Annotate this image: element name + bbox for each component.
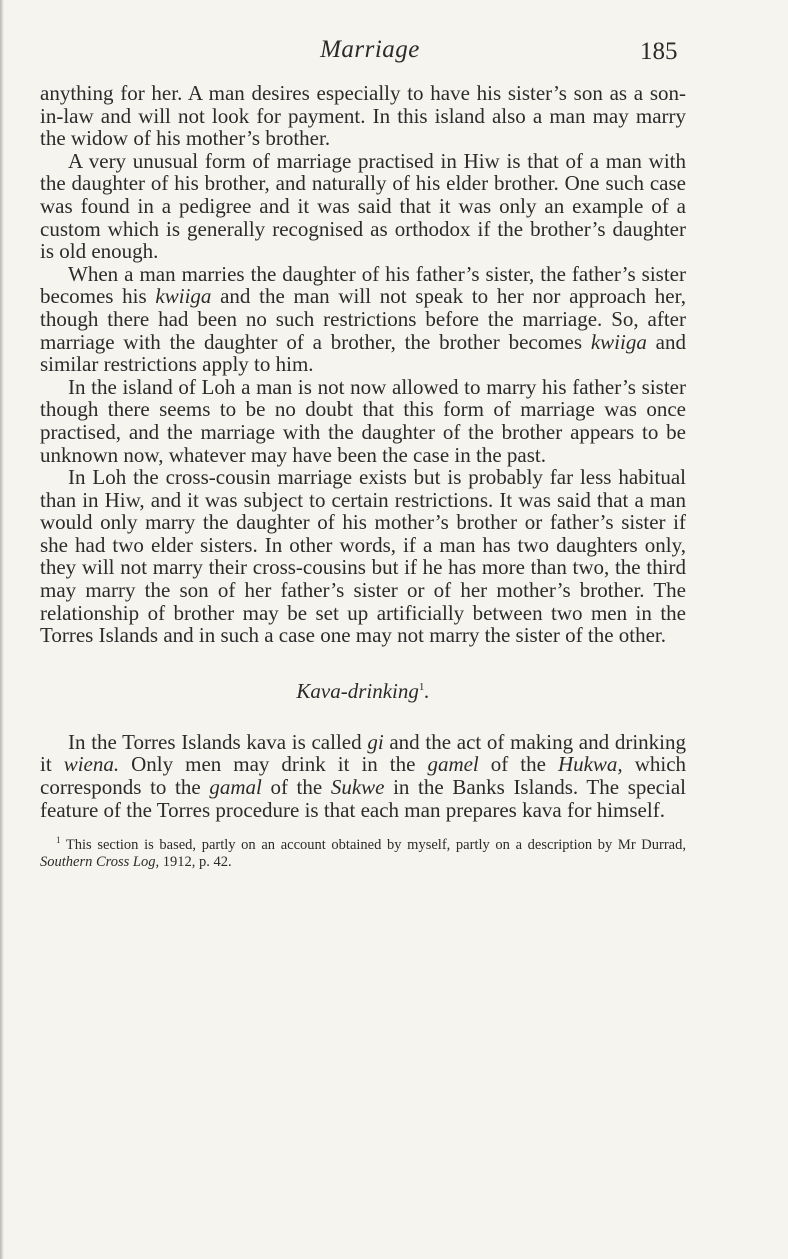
paragraph-text: which corresponds to the [40,752,687,800]
section-title-period: . [424,678,430,703]
paragraph-text: of the [478,752,558,777]
footnote [40,832,686,871]
running-title: Marriage [320,36,420,63]
paragraph-text: Only men may drink it in the [119,752,428,777]
term-gamel: gamel [427,752,479,777]
term-kwiiga: kwiiga [155,284,212,309]
paragraph-6 [40,731,686,821]
paragraph-text: anything for her. A man desires especially to have his sister’s son as a son-in-law and will not look for payment. In this island also a man may marry the widow of his mother’s brother. [40,81,686,151]
page-edge-shadow [0,0,4,1259]
body-text [40,82,686,871]
section-title: Kava-drinking [296,678,419,703]
paragraph-text: In Loh the cross-cousin marriage exists but is probably far less habitual than in Hiw, and it was subject to certain restrictions. It was said that a man would only marry the daughter of his mother’s brother or father’s sister if she had two elder sisters. In other words, if a man has two daughters only, they will not marry their cross-cousins but if he has more than two, the third may marry the son of her father’s sister or of her mother’s brother. The relationship of brother may be set up artificially between two men in the Torres Islands and in such a case one may not marry the sister of the other. [40,465,686,648]
paragraph-3 [40,263,686,376]
footnote-reference: 1 [418,680,425,693]
paragraph-4 [40,376,686,466]
term-kwiiga: kwiiga [590,329,647,354]
term-hukwa: Hukwa, [557,752,623,777]
paragraph-2 [40,150,686,263]
paragraph-text: and similar restrictions apply to him. [40,329,686,377]
paragraph-text: A very unusual form of marriage practised in Hiw is that of a man with the daughter of his brother, and naturally of his elder brother. One such case was found in a pedigree and it was said that it was only an example of a custom which is generally recognised as orthodox if the brother’s daughter is old enough. [40,148,686,264]
section-heading [40,676,686,702]
term-wiena: wiena. [63,752,120,777]
footnote-text: This section is based, partly on an account obtained by myself, partly on a description by Mr Durrad, [60,837,686,854]
paragraph-text: When a man marries the daughter of his father’s sister, the father’s sister becomes his [40,261,686,309]
paragraph-text: and the man will not speak to her nor approach her, though there had been no such restrictions before the marriage. So, after marriage with the daughter of a brother, the brother becomes [40,284,686,354]
paragraph-text: and the act of making and drinking it [40,729,686,777]
paragraph-text: of the [261,775,331,800]
term-gi: gi [367,729,384,754]
page-number: 185 [640,38,678,65]
paragraph-text: in the Banks Islands. The special feature of the Torres procedure is that each man prepares kava for himself. [40,775,686,822]
footnote-text: 1912, p. 42. [159,854,232,871]
footnote-marker: 1 [56,835,61,846]
paragraph-text: In the Torres Islands kava is called [68,729,368,754]
term-gamal: gamal [209,775,262,800]
footnote-citation-title: Southern Cross Log, [40,854,160,871]
paragraph-1 [40,82,686,150]
paragraph-5 [40,466,686,647]
paragraph-text: In the island of Loh a man is not now allowed to marry his father’s sister though there seems to be no doubt that this form of marriage was once practised, and the marriage with the daughter of the brother appears to be unknown now, whatever may have been the case in the past. [40,374,686,467]
term-sukwe: Sukwe [330,775,385,800]
